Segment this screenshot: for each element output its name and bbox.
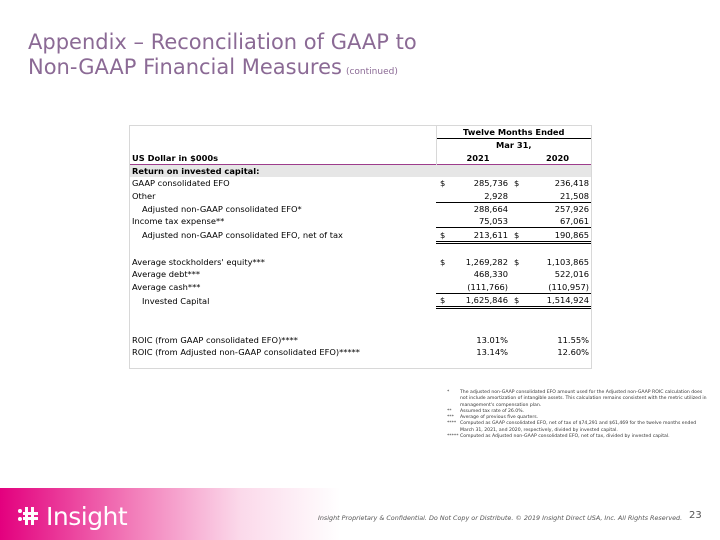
section-label: Return on invested capital: bbox=[130, 164, 591, 177]
row-dollar-2020 bbox=[510, 346, 524, 358]
row-dollar-2020 bbox=[510, 268, 524, 280]
row-value-2020: 190,865 bbox=[524, 228, 591, 242]
row-value-2020: (110,957) bbox=[524, 281, 591, 294]
table-row bbox=[130, 334, 591, 346]
row-label: ROIC (from Adjusted non-GAAP consolidated EFO)***** bbox=[132, 347, 360, 358]
row-label: Average debt*** bbox=[132, 269, 201, 280]
column-2020: 2020 bbox=[545, 152, 570, 163]
row-dollar-2020 bbox=[510, 334, 524, 346]
title-line-1: Appendix – Reconciliation of GAAP to bbox=[28, 30, 417, 54]
row-value-2020: 11.55% bbox=[557, 334, 590, 345]
row-value-2021: 213,611 bbox=[446, 228, 510, 242]
row-value-2020: 12.60% bbox=[557, 347, 590, 358]
row-value-2021: 13.01% bbox=[476, 334, 508, 345]
row-value-2020: 67,061 bbox=[524, 215, 591, 228]
table-row bbox=[130, 177, 591, 189]
row-dollar-2021: $ bbox=[436, 293, 446, 307]
header-row-columns bbox=[130, 152, 591, 165]
roic-table bbox=[130, 126, 591, 358]
row-dollar-2021: $ bbox=[440, 257, 446, 268]
row-value-2020: 236,418 bbox=[554, 178, 590, 189]
header-period: Twelve Months Ended bbox=[436, 126, 591, 139]
row-value-2021: 1,269,282 bbox=[465, 257, 508, 268]
table-row bbox=[130, 281, 591, 294]
header-row-date bbox=[130, 139, 591, 152]
row-value-2020: 1,514,924 bbox=[524, 293, 591, 307]
row-dollar-2021 bbox=[436, 215, 446, 228]
footnote-mark: ** bbox=[447, 408, 452, 414]
row-value-2021: 285,736 bbox=[473, 178, 508, 189]
insight-logo bbox=[18, 500, 127, 532]
row-label: Invested Capital bbox=[142, 295, 210, 306]
row-dollar-2020: $ bbox=[510, 228, 524, 242]
table-row bbox=[130, 293, 591, 307]
row-label: Other bbox=[132, 190, 156, 201]
row-dollar-2020: $ bbox=[514, 257, 520, 268]
section-header-row bbox=[130, 164, 591, 177]
roic-table-container bbox=[129, 125, 592, 369]
row-dollar-2021 bbox=[436, 202, 446, 215]
row-label: GAAP consolidated EFO bbox=[132, 178, 230, 189]
row-value-2021: 468,330 bbox=[473, 269, 508, 280]
footnote-text: Assumed tax rate of 26.0%. bbox=[460, 408, 525, 414]
row-value-2020: 257,926 bbox=[554, 203, 590, 214]
footnote-text: The adjusted non-GAAP consolidated EFO amount used for the Adjusted non-GAAP ROIC calculation does not include amortization of intangible assets. This calculation remains consistent with the metric utilized in management's compensation plan. bbox=[460, 390, 707, 408]
row-value-2020: 522,016 bbox=[554, 269, 590, 280]
row-dollar-2020 bbox=[510, 202, 524, 215]
page-number: 23 bbox=[689, 510, 702, 521]
row-dollar-2020: $ bbox=[514, 178, 520, 189]
row-value-2021: 2,928 bbox=[446, 189, 510, 202]
footnote bbox=[447, 421, 707, 434]
table-row bbox=[130, 202, 591, 215]
footnote-text: Computed as GAAP consolidated EFO, net of tax of $74,291 and $61,469 for the twelve months ended March 31, 2021, and 2020, respectively, divided by invested capital. bbox=[460, 421, 697, 433]
row-value-2021: 288,664 bbox=[473, 203, 508, 214]
row-label: ROIC (from GAAP consolidated EFO)**** bbox=[132, 334, 298, 345]
table-row bbox=[130, 256, 591, 268]
row-dollar-2021 bbox=[436, 281, 446, 294]
row-dollar-2021: $ bbox=[436, 228, 446, 242]
row-dollar-2020 bbox=[510, 215, 524, 228]
unit-label: US Dollar in $000s bbox=[130, 152, 436, 165]
table-row bbox=[130, 268, 591, 280]
footnotes bbox=[447, 390, 707, 440]
table-row bbox=[130, 215, 591, 228]
title-continued: (continued) bbox=[345, 67, 398, 77]
row-label: Adjusted non-GAAP consolidated EFO, net of tax bbox=[142, 230, 343, 241]
row-label: Adjusted non-GAAP consolidated EFO* bbox=[142, 203, 302, 214]
row-value-2021: 1,625,846 bbox=[446, 293, 510, 307]
row-value-2021: 75,053 bbox=[446, 215, 510, 228]
footnote-mark: ***** bbox=[447, 434, 459, 440]
table-row bbox=[130, 189, 591, 202]
row-dollar-2020: $ bbox=[510, 293, 524, 307]
footnote bbox=[447, 434, 707, 440]
row-dollar-2021 bbox=[436, 268, 446, 280]
row-dollar-2021 bbox=[436, 334, 446, 346]
table-row bbox=[130, 228, 591, 242]
confidential-notice: Insight Proprietary & Confidential. Do Not Copy or Distribute. © 2019 Insight Direct USA, Inc. All Rights Reserved. bbox=[318, 514, 683, 522]
row-dollar-2021 bbox=[436, 346, 446, 358]
header-date: Mar 31, bbox=[495, 140, 532, 151]
slide-title bbox=[28, 30, 417, 85]
row-label: Average cash*** bbox=[132, 281, 201, 292]
row-dollar-2021 bbox=[436, 189, 446, 202]
row-value-2021: 13.14% bbox=[476, 347, 508, 358]
spacer-row bbox=[130, 308, 591, 322]
row-value-2021: (111,766) bbox=[446, 281, 510, 294]
column-2021: 2021 bbox=[466, 152, 490, 163]
row-value-2020: 21,508 bbox=[524, 189, 591, 202]
row-label: Average stockholders' equity*** bbox=[132, 257, 265, 268]
footnote bbox=[447, 390, 707, 409]
title-line-2-text: Non-GAAP Financial Measures bbox=[28, 55, 342, 79]
footnote-mark: *** bbox=[447, 415, 454, 421]
title-line-2 bbox=[28, 55, 417, 85]
table-row bbox=[130, 346, 591, 358]
row-dollar-2020 bbox=[510, 281, 524, 294]
insight-logo-mark-icon bbox=[18, 505, 40, 527]
header-row-period bbox=[130, 126, 591, 139]
insight-logo-wordmark: Insight bbox=[46, 501, 128, 531]
spacer-row bbox=[130, 242, 591, 256]
row-value-2020: 1,103,865 bbox=[546, 257, 590, 268]
row-dollar-2021: $ bbox=[440, 178, 446, 189]
spacer-row bbox=[130, 321, 591, 333]
row-label: Income tax expense** bbox=[132, 216, 225, 227]
footnote-mark: * bbox=[447, 390, 450, 395]
footnote-text: Average of previous five quarters. bbox=[460, 415, 539, 421]
row-dollar-2020 bbox=[510, 189, 524, 202]
footnote-text: Computed as Adjusted non-GAAP consolidated EFO, net of tax, divided by invested capital. bbox=[460, 434, 670, 440]
footnote-mark: **** bbox=[447, 421, 457, 427]
